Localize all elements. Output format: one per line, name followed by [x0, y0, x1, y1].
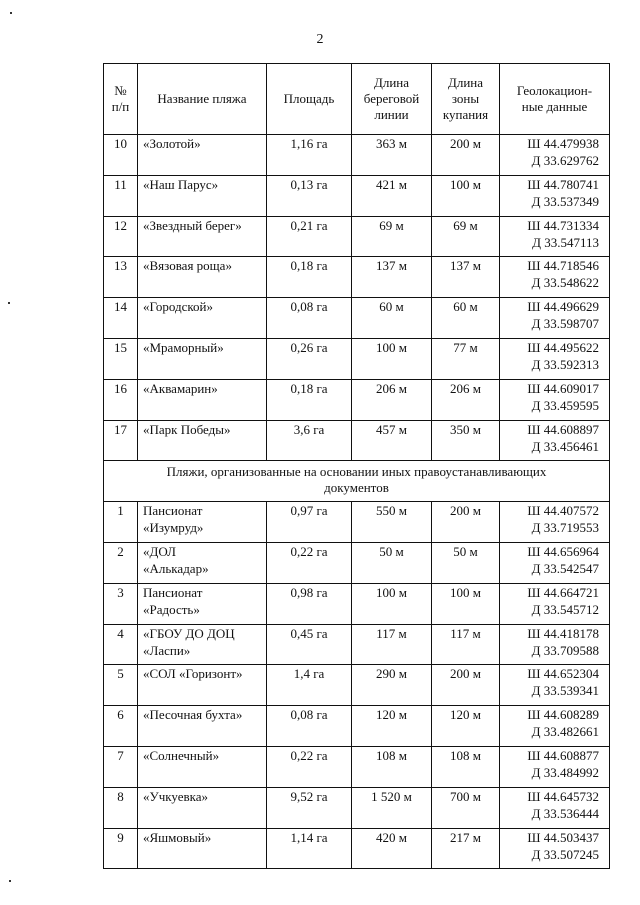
- header-num: [104, 64, 138, 135]
- shore-length-cell: 457 м: [352, 420, 432, 461]
- swim-length-cell: 200 м: [432, 135, 500, 176]
- section-title-line: Пляжи, организованные на основании иных правоустанавливающих: [166, 464, 547, 480]
- beach-name-cell: [138, 746, 267, 787]
- beach-name-cell: [138, 216, 267, 257]
- header-shore-line: линии: [374, 107, 409, 122]
- beach-name-line: «СОЛ «Горизонт»: [143, 666, 243, 682]
- beach-name-cell: [138, 420, 267, 461]
- geolocation-cell: [500, 175, 610, 216]
- longitude-text: Д 33.598707: [531, 316, 599, 332]
- shore-length-cell: 420 м: [352, 828, 432, 869]
- table-row: [104, 338, 610, 379]
- header-swim-line: зоны: [451, 91, 480, 106]
- area-cell: 0,98 га: [267, 583, 352, 624]
- latitude-text: Ш 44.503437: [527, 829, 599, 845]
- beach-name-cell: [138, 338, 267, 379]
- geolocation-cell: [500, 665, 610, 706]
- swim-length-cell: 60 м: [432, 298, 500, 339]
- longitude-text: Д 33.709588: [531, 642, 599, 658]
- row-number-cell: 8: [104, 787, 138, 828]
- header-geolocation: [500, 64, 610, 135]
- beach-name-cell: [138, 298, 267, 339]
- table-row: [104, 216, 610, 257]
- longitude-text: Д 33.459595: [531, 397, 599, 413]
- beach-name-cell: [138, 175, 267, 216]
- swim-length-cell: 200 м: [432, 665, 500, 706]
- beach-name-cell: [138, 624, 267, 665]
- latitude-text: Ш 44.780741: [527, 176, 599, 192]
- row-number-cell: 3: [104, 583, 138, 624]
- beaches-group-a: [104, 135, 610, 461]
- beach-name-line: «Изумруд»: [143, 520, 204, 536]
- row-number-cell: 5: [104, 665, 138, 706]
- beach-name-cell: [138, 787, 267, 828]
- row-number-cell: 6: [104, 706, 138, 747]
- beach-name-line: «Мраморный»: [143, 339, 224, 355]
- scan-speck: [10, 12, 12, 14]
- table-row: [104, 420, 610, 461]
- swim-length-cell: 100 м: [432, 583, 500, 624]
- beach-name-line: «Звездный берег»: [143, 217, 242, 233]
- beach-name-line: «Ласпи»: [143, 642, 191, 658]
- section-row: [104, 461, 610, 502]
- beach-name-cell: [138, 828, 267, 869]
- row-number-cell: 13: [104, 257, 138, 298]
- geolocation-cell: [500, 828, 610, 869]
- beach-name-cell: [138, 135, 267, 176]
- section-group: [104, 461, 610, 502]
- longitude-text: Д 33.537349: [531, 193, 599, 209]
- geolocation-cell: [500, 624, 610, 665]
- longitude-text: Д 33.548622: [531, 275, 599, 291]
- beach-name-cell: [138, 502, 267, 543]
- latitude-text: Ш 44.496629: [527, 299, 599, 315]
- longitude-text: Д 33.545712: [531, 601, 599, 617]
- header-geo-line: ные данные: [521, 99, 588, 114]
- beach-name-line: «Песочная бухта»: [143, 707, 243, 723]
- beach-name-cell: [138, 542, 267, 583]
- area-cell: 0,08 га: [267, 706, 352, 747]
- swim-length-cell: 200 м: [432, 502, 500, 543]
- beach-name-line: «Вязовая роща»: [143, 258, 232, 274]
- geolocation-cell: [500, 787, 610, 828]
- header-area: Площадь: [267, 64, 352, 135]
- row-number-cell: 1: [104, 502, 138, 543]
- beach-name-line: «Наш Парус»: [143, 176, 219, 192]
- table-row: [104, 542, 610, 583]
- area-cell: 0,13 га: [267, 175, 352, 216]
- shore-length-cell: 550 м: [352, 502, 432, 543]
- header-swim-line: Длина: [447, 75, 484, 90]
- header-shore-length: [352, 64, 432, 135]
- header-row: [104, 64, 610, 135]
- scan-speck: [8, 302, 10, 304]
- table-row: [104, 624, 610, 665]
- beach-name-line: «Золотой»: [143, 136, 201, 151]
- shore-length-cell: 117 м: [352, 624, 432, 665]
- latitude-text: Ш 44.656964: [527, 543, 599, 559]
- beach-name-cell: [138, 583, 267, 624]
- area-cell: 3,6 га: [267, 420, 352, 461]
- table-row: [104, 379, 610, 420]
- swim-length-cell: 206 м: [432, 379, 500, 420]
- area-cell: 0,22 га: [267, 542, 352, 583]
- shore-length-cell: 206 м: [352, 379, 432, 420]
- longitude-text: Д 33.542547: [531, 560, 599, 576]
- row-number-cell: 2: [104, 542, 138, 583]
- latitude-text: Ш 44.608289: [527, 707, 599, 723]
- longitude-text: Д 33.482661: [531, 724, 599, 740]
- area-cell: 1,16 га: [267, 135, 352, 176]
- longitude-text: Д 33.539341: [531, 683, 599, 699]
- latitude-text: Ш 44.479938: [527, 136, 599, 151]
- geolocation-cell: [500, 298, 610, 339]
- scan-speck: [9, 880, 11, 882]
- beach-name-line: «Радость»: [143, 601, 200, 617]
- shore-length-cell: 290 м: [352, 665, 432, 706]
- latitude-text: Ш 44.718546: [527, 258, 599, 274]
- latitude-text: Ш 44.664721: [527, 584, 599, 600]
- swim-length-cell: 117 м: [432, 624, 500, 665]
- header-name: Название пляжа: [138, 64, 267, 135]
- beach-name-line: «Парк Победы»: [143, 421, 231, 437]
- area-cell: 0,18 га: [267, 257, 352, 298]
- section-title-line: документов: [324, 480, 389, 496]
- header-num-line: №: [114, 83, 127, 98]
- longitude-text: Д 33.592313: [531, 356, 599, 372]
- beach-name-line: «Аквамарин»: [143, 380, 218, 396]
- shore-length-cell: 60 м: [352, 298, 432, 339]
- table-row: [104, 583, 610, 624]
- beach-name-line: Пансионат: [143, 584, 203, 600]
- row-number-cell: 11: [104, 175, 138, 216]
- area-cell: 1,4 га: [267, 665, 352, 706]
- header-swim-line: купания: [442, 107, 489, 122]
- longitude-text: Д 33.507245: [531, 846, 599, 862]
- geolocation-cell: [500, 746, 610, 787]
- beach-name-line: «Учкуевка»: [143, 788, 208, 804]
- longitude-text: Д 33.547113: [532, 234, 599, 250]
- beach-name-line: «Яшмовый»: [143, 829, 212, 845]
- shore-length-cell: 120 м: [352, 706, 432, 747]
- area-cell: 0,21 га: [267, 216, 352, 257]
- header-shore-line: береговой: [363, 91, 420, 106]
- latitude-text: Ш 44.608877: [527, 747, 599, 763]
- beach-name-cell: [138, 257, 267, 298]
- area-cell: 1,14 га: [267, 828, 352, 869]
- geolocation-cell: [500, 135, 610, 176]
- longitude-text: Д 33.484992: [531, 764, 599, 780]
- table-row: [104, 135, 610, 176]
- geolocation-cell: [500, 502, 610, 543]
- beach-name-cell: [138, 665, 267, 706]
- shore-length-cell: 108 м: [352, 746, 432, 787]
- beach-name-line: «Городской»: [143, 299, 213, 315]
- latitude-text: Ш 44.609017: [527, 380, 599, 396]
- area-cell: 0,08 га: [267, 298, 352, 339]
- latitude-text: Ш 44.731334: [527, 217, 599, 233]
- swim-length-cell: 77 м: [432, 338, 500, 379]
- table-row: [104, 298, 610, 339]
- beach-name-line: «Алькадар»: [143, 560, 209, 576]
- latitude-text: Ш 44.652304: [527, 666, 599, 682]
- table-row: [104, 257, 610, 298]
- geolocation-cell: [500, 379, 610, 420]
- swim-length-cell: 100 м: [432, 175, 500, 216]
- beach-name-cell: [138, 706, 267, 747]
- table-row: [104, 706, 610, 747]
- geolocation-cell: [500, 420, 610, 461]
- row-number-cell: 14: [104, 298, 138, 339]
- beach-name-line: Пансионат: [143, 503, 203, 519]
- area-cell: 9,52 га: [267, 787, 352, 828]
- row-number-cell: 15: [104, 338, 138, 379]
- shore-length-cell: 1 520 м: [352, 787, 432, 828]
- swim-length-cell: 350 м: [432, 420, 500, 461]
- geolocation-cell: [500, 216, 610, 257]
- row-number-cell: 16: [104, 379, 138, 420]
- area-cell: 0,97 га: [267, 502, 352, 543]
- beach-name-line: «Солнечный»: [143, 747, 220, 763]
- shore-length-cell: 69 м: [352, 216, 432, 257]
- header-shore-line: Длина: [373, 75, 410, 90]
- shore-length-cell: 100 м: [352, 583, 432, 624]
- shore-length-cell: 50 м: [352, 542, 432, 583]
- header-num-line: п/п: [111, 99, 130, 114]
- geolocation-cell: [500, 583, 610, 624]
- page-number: 2: [316, 32, 324, 47]
- row-number-cell: 10: [104, 135, 138, 176]
- latitude-text: Ш 44.418178: [527, 625, 599, 641]
- area-cell: 0,26 га: [267, 338, 352, 379]
- geolocation-cell: [500, 257, 610, 298]
- table-row: [104, 665, 610, 706]
- swim-length-cell: 108 м: [432, 746, 500, 787]
- latitude-text: Ш 44.495622: [527, 339, 599, 355]
- beaches-group-b: [104, 502, 610, 869]
- section-title: [104, 461, 610, 502]
- swim-length-cell: 69 м: [432, 216, 500, 257]
- table-row: [104, 828, 610, 869]
- row-number-cell: 9: [104, 828, 138, 869]
- table-row: [104, 502, 610, 543]
- swim-length-cell: 120 м: [432, 706, 500, 747]
- shore-length-cell: 363 м: [352, 135, 432, 176]
- shore-length-cell: 421 м: [352, 175, 432, 216]
- swim-length-cell: 50 м: [432, 542, 500, 583]
- swim-length-cell: 137 м: [432, 257, 500, 298]
- geolocation-cell: [500, 542, 610, 583]
- swim-length-cell: 217 м: [432, 828, 500, 869]
- table-row: [104, 175, 610, 216]
- row-number-cell: 7: [104, 746, 138, 787]
- latitude-text: Ш 44.407572: [527, 503, 599, 519]
- area-cell: 0,22 га: [267, 746, 352, 787]
- row-number-cell: 17: [104, 420, 138, 461]
- latitude-text: Ш 44.608897: [527, 421, 599, 437]
- table-row: [104, 746, 610, 787]
- header-geo-line: Геолокацион-: [516, 83, 593, 98]
- beach-name-line: «ГБОУ ДО ДОЦ: [143, 625, 235, 641]
- longitude-text: Д 33.629762: [531, 153, 599, 168]
- header-swim-length: [432, 64, 500, 135]
- shore-length-cell: 137 м: [352, 257, 432, 298]
- table-row: [104, 787, 610, 828]
- latitude-text: Ш 44.645732: [527, 788, 599, 804]
- beaches-table: [103, 63, 610, 869]
- longitude-text: Д 33.719553: [531, 520, 599, 536]
- beach-name-cell: [138, 379, 267, 420]
- area-cell: 0,18 га: [267, 379, 352, 420]
- longitude-text: Д 33.536444: [531, 805, 599, 821]
- longitude-text: Д 33.456461: [531, 438, 599, 454]
- swim-length-cell: 700 м: [432, 787, 500, 828]
- row-number-cell: 12: [104, 216, 138, 257]
- area-cell: 0,45 га: [267, 624, 352, 665]
- geolocation-cell: [500, 338, 610, 379]
- row-number-cell: 4: [104, 624, 138, 665]
- beach-name-line: «ДОЛ: [143, 543, 176, 559]
- shore-length-cell: 100 м: [352, 338, 432, 379]
- geolocation-cell: [500, 706, 610, 747]
